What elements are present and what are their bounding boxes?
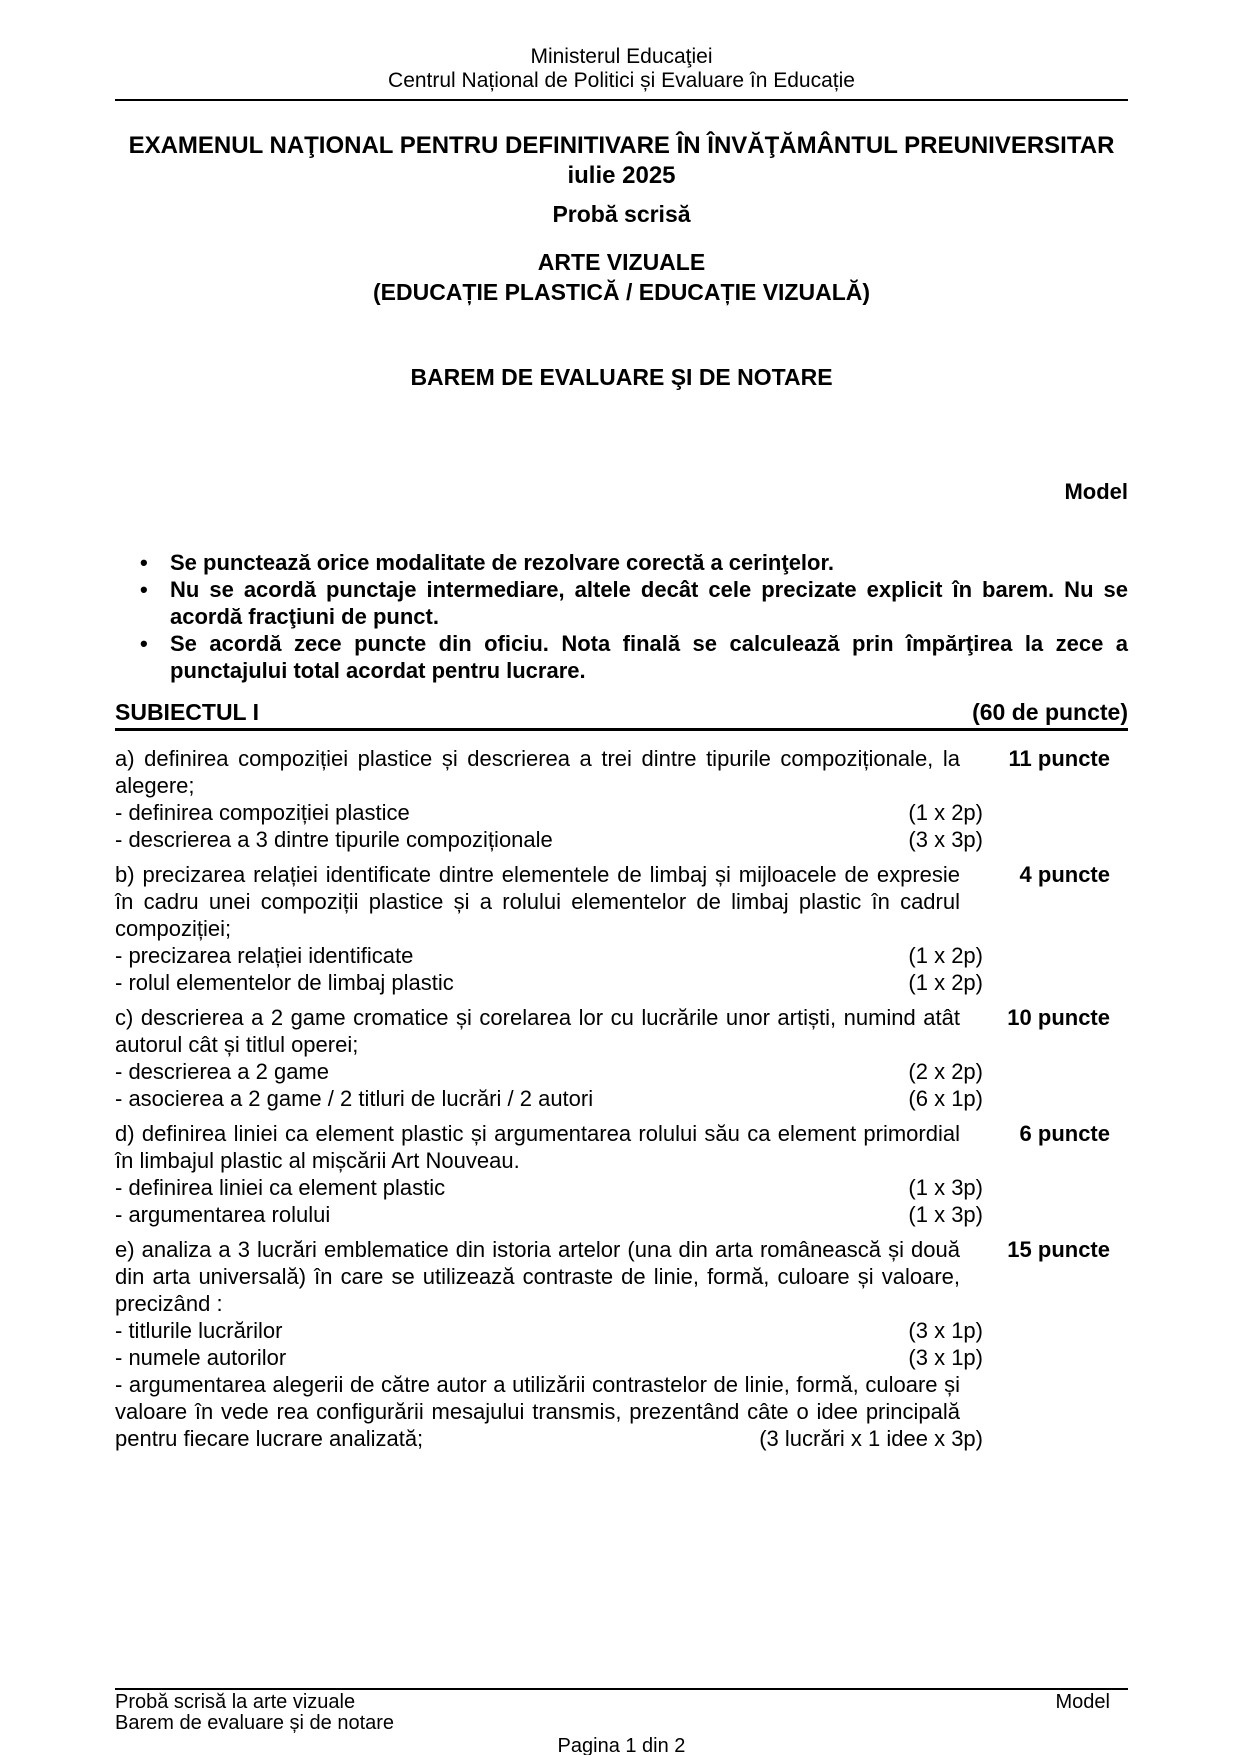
rubric-item-c [115,1004,1128,1112]
item-head [115,745,1128,799]
item-label: d) [115,1121,135,1146]
section-points: (60 de puncte) [972,699,1128,725]
item-points: 15 puncte [1007,1237,1110,1262]
criterion-value: (1 x 2p) [908,800,983,825]
bullet-icon: • [140,631,148,656]
item-label: c) [115,1005,134,1030]
item-text [115,745,960,799]
instruction-item [115,549,1128,576]
criterion-row [115,1085,983,1112]
instruction-text: Nu se acordă punctaje intermediare, altele decât cele precizate explicit în barem. Nu se acordă fracţiuni de punct. [170,577,1128,629]
item-description: analiza a 3 lucrări emblematice din istoria artelor (una din arta românească și două din arta universală) în care se utilizează contraste de linie, formă, culoare și valoare, precizând : [115,1237,960,1316]
item-head [115,1004,1128,1058]
criterion-value: (1 x 2p) [908,943,983,968]
criterion-text: - descrierea a 3 dintre tipurile compoziționale [115,827,553,852]
instruction-text: Se punctează orice modalitate de rezolvare corectă a cerinţelor. [170,550,834,575]
page-footer [115,1688,1128,1755]
item-label: b) [115,862,135,887]
item-text [115,1236,960,1317]
item-text [115,861,960,942]
criterion-value: (1 x 3p) [908,1175,983,1200]
criterion-value: (1 x 2p) [908,970,983,995]
criterion-text: - descrierea a 2 game [115,1059,329,1084]
bullet-icon: • [140,550,148,575]
exam-session: iulie 2025 [567,162,676,189]
criterion-text: - titlurile lucrărilor [115,1318,283,1343]
criterion-row [115,1317,983,1344]
ministry-header [115,45,1128,101]
document-title: BAREM DE EVALUARE ŞI DE NOTARE [410,364,833,390]
criterion-value: (3 x 3p) [908,827,983,852]
criterion-text: - rolul elementelor de limbaj plastic [115,970,454,995]
criterion-value: (2 x 2p) [908,1059,983,1084]
subject-block [115,247,1128,307]
criterion-text: - argumentarea rolului [115,1202,331,1227]
criterion-value: (3 x 1p) [908,1345,983,1370]
criterion-text: - argumentarea alegerii de către autor a utilizării contrastelor de linie, formă, culoare și valoare în vede rea configurării mesajului transmis, prezentând câte o idee principală pentru fiecare lucrare analizată; [115,1372,960,1451]
criterion-paragraph [115,1371,983,1452]
item-description: precizarea relației identificate dintre elementele de limbaj și mijloacele de expresie în cadru unei compoziții plastice și a rolului elementelor de limbaj plastic în cadrul compoziției; [115,862,960,941]
criterion-row [115,969,983,996]
criterion-text: - precizarea relației identificate [115,943,414,968]
item-head [115,861,1128,942]
rubric-item-b [115,861,1128,996]
instruction-text: Se acordă zece puncte din oficiu. Nota finală se calculează prin împărţirea la zece a punctajului total acordat pentru lucrare. [170,631,1128,683]
criterion-text: - asocierea a 2 game / 2 titluri de lucrări / 2 autori [115,1086,594,1111]
criterion-row [115,942,983,969]
item-head [115,1120,1128,1174]
variant-label: Model [1064,479,1128,504]
criterion-row [115,799,983,826]
footer-document-name: Barem de evaluare și de notare [115,1712,395,1734]
exam-title: EXAMENUL NAŢIONAL PENTRU DEFINITIVARE ÎN ÎNVĂŢĂMÂNTUL PREUNIVERSITAR [128,132,1115,159]
item-points: 10 puncte [1007,1005,1110,1030]
item-head [115,1236,1128,1317]
page-number: Pagina 1 din 2 [557,1735,686,1755]
criterion-value: (1 x 3p) [908,1202,983,1227]
item-label: a) [115,746,135,771]
footer-variant: Model [1055,1691,1110,1713]
rubric-item-e [115,1236,1128,1452]
criterion-text: - numele autorilor [115,1345,287,1370]
exam-type: Probă scrisă [552,201,691,227]
section-header [115,698,1128,731]
criterion-row [115,1058,983,1085]
criterion-row [115,1344,983,1371]
rubric-item-a [115,745,1128,853]
item-description: definirea compoziției plastice și descrierea a trei dintre tipurile compoziționale, la alegere; [115,746,960,798]
criterion-row [115,1174,983,1201]
item-points: 11 puncte [1008,746,1110,771]
bullet-icon: • [140,577,148,602]
item-text [115,1004,960,1058]
center-name: Centrul Național de Politici și Evaluare în Educație [388,69,855,92]
rubric-item-d [115,1120,1128,1228]
footer-exam-name: Probă scrisă la arte vizuale [115,1691,356,1713]
criterion-text: - definirea compoziției plastice [115,800,410,825]
section-title: SUBIECTUL I [115,699,259,725]
exam-title-block [115,131,1128,191]
item-description: descrierea a 2 game cromatice și corelarea lor cu lucrările unor artiști, numind atât autorul cât și titlul operei; [115,1005,960,1057]
criterion-value: (6 x 1p) [908,1086,983,1111]
item-points: 4 puncte [1019,862,1110,887]
instructions-list [115,549,1128,684]
item-description: definirea liniei ca element plastic și argumentarea rolului său ca element primordial în limbajul plastic al mișcării Art Nouveau. [115,1121,960,1173]
criterion-row [115,826,983,853]
subject-subname: (EDUCAȚIE PLASTICĂ / EDUCAȚIE VIZUALĂ) [372,279,871,305]
subject-name: ARTE VIZUALE [537,249,706,275]
instruction-item [115,576,1128,630]
criterion-value: (3 x 1p) [908,1318,983,1343]
criterion-text: - definirea liniei ca element plastic [115,1175,446,1200]
item-text [115,1120,960,1174]
criterion-row [115,1201,983,1228]
criterion-value: (3 lucrări x 1 idee x 3p) [759,1426,983,1451]
footer-row [115,1692,1128,1713]
ministry-name: Ministerul Educaţiei [530,45,713,68]
item-points: 6 puncte [1019,1121,1110,1146]
instruction-item [115,630,1128,684]
item-label: e) [115,1237,135,1262]
